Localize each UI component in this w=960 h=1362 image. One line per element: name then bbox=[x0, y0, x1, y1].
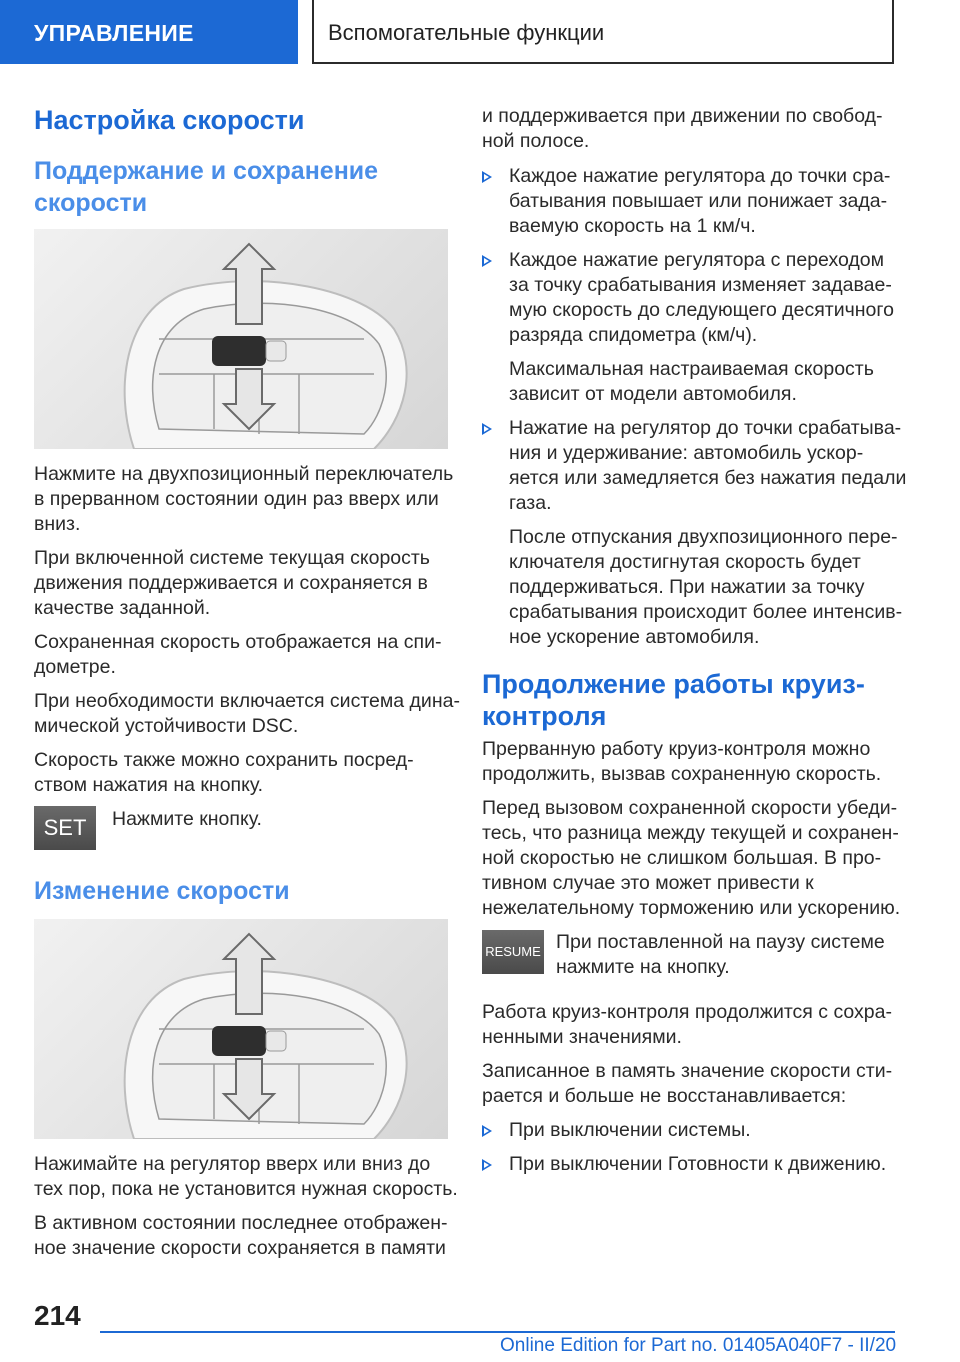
bullet-2-line-3: мую скорость до следующего десятичного bbox=[509, 299, 894, 321]
resume-instruction-line-1: При поставленной на паузу системе bbox=[556, 931, 885, 953]
steering-control-photo-2 bbox=[34, 919, 448, 1139]
bullet-3-note-5: ное ускорение автомобиля. bbox=[509, 626, 760, 648]
steering-switch-illustration-2 bbox=[34, 919, 448, 1139]
para-1-line-2: в прерванном состоянии один раз вверх или bbox=[34, 488, 439, 510]
section-title-resume-1: Продолжение работы круиз- bbox=[482, 669, 865, 699]
resume-button-icon: RESUME bbox=[482, 930, 544, 974]
bullet-3-line-4: газа. bbox=[509, 492, 552, 514]
subtitle-speed-change: Изменение скорости bbox=[34, 877, 290, 905]
bullet-3-line-3: яется или замедляется без нажатия педали bbox=[509, 467, 907, 489]
para-7-line-2: ное значение скорости сохраняется в памяти bbox=[34, 1237, 446, 1259]
para-3-line-1: Сохраненная скорость отображается на спи- bbox=[34, 631, 442, 653]
para-8-line-2: продолжить, вызвав сохраненную скорость. bbox=[482, 763, 882, 785]
para-1-line-3: вниз. bbox=[34, 513, 81, 535]
bullet-item-4 bbox=[482, 1118, 751, 1143]
bullet-3-line-1: Нажатие на регулятор до точки срабатыва- bbox=[509, 417, 902, 439]
para-7-line-1: В активном состоянии последнее отображен- bbox=[34, 1212, 448, 1234]
continuation-line-1: и поддерживается при движении по свобод- bbox=[482, 105, 883, 127]
para-5-line-1: Скорость также можно сохранить посред- bbox=[34, 749, 414, 771]
footer-edition-text: Online Edition for Part no. 01405A040F7 - II/20 bbox=[500, 1335, 897, 1356]
section-title-resume-2: контроля bbox=[482, 701, 607, 731]
para-9-line-1: Перед вызовом сохраненной скорости убеди- bbox=[482, 797, 898, 819]
para-11-line-2: рается и больше не восстанавливается: bbox=[482, 1085, 847, 1107]
para-8-line-1: Прерванную работу круиз-контроля можно bbox=[482, 738, 871, 760]
bullet-item-3 bbox=[482, 416, 901, 441]
steering-control-photo-1 bbox=[34, 229, 448, 449]
bullet-triangle-icon bbox=[482, 423, 492, 435]
bullet-1-line-1: Каждое нажатие регулятора до точки сра- bbox=[509, 165, 891, 187]
bullet-3-line-2: ния и удерживание: автомобиль ускор- bbox=[509, 442, 864, 464]
bullet-2-note-1: Максимальная настраиваемая скорость bbox=[509, 358, 874, 380]
subtitle-speed-maintain-2: скорости bbox=[34, 189, 148, 217]
steering-switch-illustration bbox=[34, 229, 448, 449]
para-10-line-1: Работа круиз-контроля продолжится с сохра- bbox=[482, 1001, 892, 1023]
page-number: 214 bbox=[34, 1300, 81, 1331]
para-6-line-1: Нажимайте на регулятор вверх или вниз до bbox=[34, 1153, 431, 1175]
bullet-triangle-icon bbox=[482, 255, 492, 267]
continuation-line-2: ной полосе. bbox=[482, 130, 590, 152]
bullet-1-line-2: батывания повышает или понижает зада- bbox=[509, 190, 888, 212]
para-9-line-5: нежелательному торможению или ускорению. bbox=[482, 897, 901, 919]
bullet-2-line-4: разряда спидометра (км/ч). bbox=[509, 324, 758, 346]
bullet-2-line-2: за точку срабатывания изменяет задавае- bbox=[509, 274, 892, 296]
bullet-1-line-3: ваемую скорость на 1 км/ч. bbox=[509, 215, 756, 237]
para-9-line-4: тивном случае это может привести к bbox=[482, 872, 814, 894]
para-10-line-2: ненными значениями. bbox=[482, 1026, 682, 1048]
bullet-2-line-1: Каждое нажатие регулятора с переходом bbox=[509, 249, 885, 271]
bullet-3-note-1: После отпускания двухпозиционного пере- bbox=[509, 526, 898, 548]
bullet-3-note-3: поддерживаться. При нажатии за точку bbox=[509, 576, 865, 598]
bullet-3-note-2: ключателя достигнутая скорость будет bbox=[509, 551, 861, 573]
header-subsection-title: Вспомогательные функции bbox=[312, 0, 894, 64]
resume-instruction-line-2: нажмите на кнопку. bbox=[556, 956, 730, 978]
set-button-icon: SET bbox=[34, 806, 96, 850]
footer-divider bbox=[100, 1331, 895, 1333]
para-4-line-2: мической устойчивости DSC. bbox=[34, 715, 299, 737]
para-6-line-2: тех пор, пока не установится нужная скорость. bbox=[34, 1178, 458, 1200]
para-9-line-2: тесь, что разница между текущей и сохранен- bbox=[482, 822, 899, 844]
para-2-line-2: движения поддерживается и сохраняется в bbox=[34, 572, 428, 594]
bullet-4-text: При выключении системы. bbox=[509, 1119, 751, 1141]
para-3-line-2: дометре. bbox=[34, 656, 116, 678]
bullet-triangle-icon bbox=[482, 171, 492, 183]
bullet-5-text: При выключении Готовности к движению. bbox=[509, 1153, 887, 1175]
para-1-line-1: Нажмите на двухпозиционный переключатель bbox=[34, 463, 454, 485]
bullet-item-1 bbox=[482, 164, 890, 189]
bullet-item-2 bbox=[482, 248, 884, 273]
bullet-item-5 bbox=[482, 1152, 886, 1177]
header-section-tab: УПРАВЛЕНИЕ bbox=[0, 0, 298, 64]
para-11-line-1: Записанное в память значение скорости сти- bbox=[482, 1060, 893, 1082]
para-2-line-1: При включенной системе текущая скорость bbox=[34, 547, 430, 569]
set-button-instruction: Нажмите кнопку. bbox=[112, 808, 262, 830]
bullet-2-note-2: зависит от модели автомобиля. bbox=[509, 383, 797, 405]
page-title: Настройка скорости bbox=[34, 105, 305, 135]
para-4-line-1: При необходимости включается система дина- bbox=[34, 690, 460, 712]
para-5-line-2: ством нажатия на кнопку. bbox=[34, 774, 264, 796]
bullet-triangle-icon bbox=[482, 1125, 492, 1137]
subtitle-speed-maintain-1: Поддержание и сохранение bbox=[34, 157, 379, 185]
bullet-3-note-4: срабатывания происходит более интенсив- bbox=[509, 601, 903, 623]
para-2-line-3: качестве заданной. bbox=[34, 597, 211, 619]
para-9-line-3: ной скоростью не слишком большая. В про- bbox=[482, 847, 882, 869]
bullet-triangle-icon bbox=[482, 1159, 492, 1171]
